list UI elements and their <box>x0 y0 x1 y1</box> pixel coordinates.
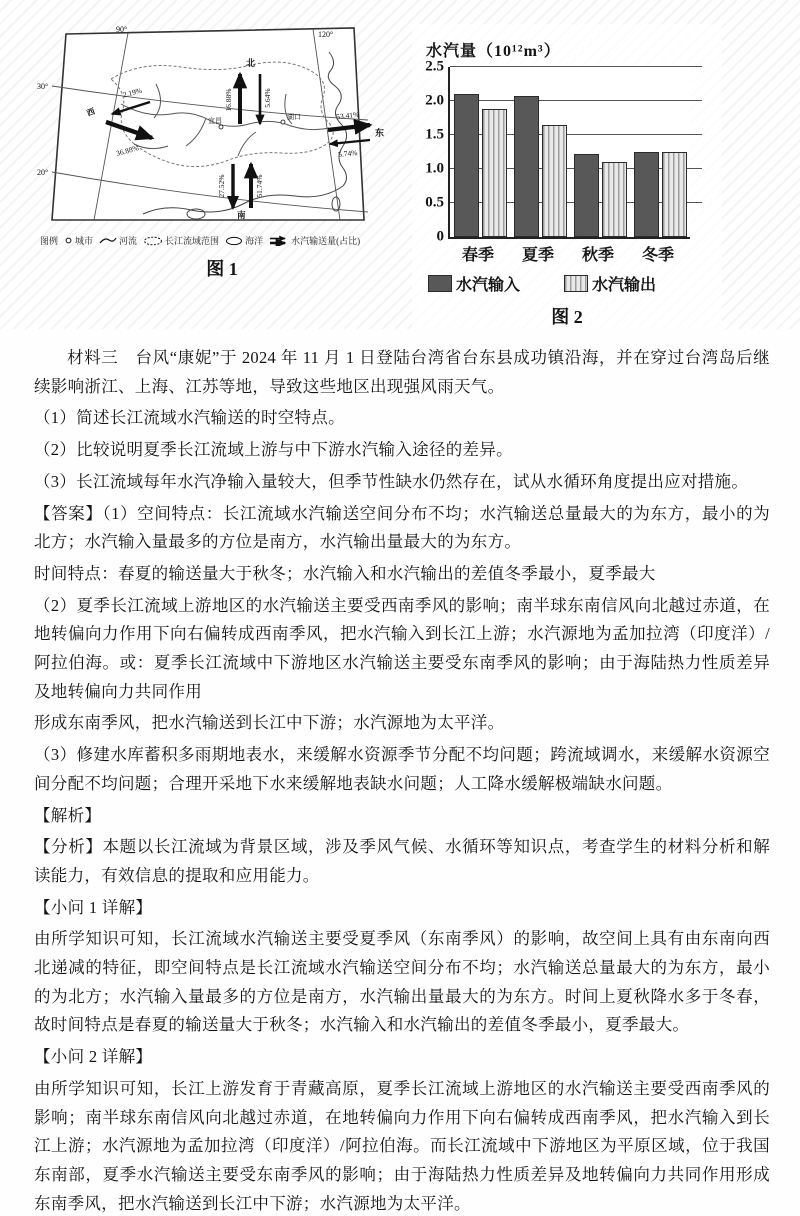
bar-group-夏季 <box>510 67 570 237</box>
bar-水汽输出-春季 <box>482 109 507 237</box>
map-figure-1 <box>36 24 408 281</box>
paragraph: 形成东南季风，把水汽输送到长江中下游；水汽源地为太平洋。 <box>34 713 505 733</box>
map-legend <box>40 234 408 247</box>
y-tick-label: 0 <box>436 228 444 245</box>
chart-title: 水汽量（10¹²m³） <box>426 43 561 60</box>
bar-水汽输入-夏季 <box>514 96 539 237</box>
x-tick-label: 秋季 <box>581 247 614 264</box>
legend-label-vapor: 水汽输送量(占比) <box>291 236 361 246</box>
ocean-icon <box>225 236 243 246</box>
city-label-hukou: 湖口 <box>287 113 301 121</box>
paragraph: 由所学知识可知，长江流域水汽输送主要受夏季风（东南季风）的影响，故空间上具有由东南向西北递减的特征，即空间特点是长江流域水汽输送空间分布不均；水汽输送总量最大的为东方，最小的为北方；水汽输入量最多的方位是南方，水汽输出量最大的为东方。时间上夏秋降水多于冬春，故时间特点是春夏的输送量大于秋冬；水汽输入和水汽输出的差值冬季最小，夏季最大。 <box>34 929 770 1035</box>
paragraph: （2）比较说明夏季长江流域上游与中下游水汽输入途径的差异。 <box>34 440 513 460</box>
paragraph: 【小问 1 详解】 <box>34 897 153 917</box>
document-body <box>0 329 800 1216</box>
paragraph: 【分析】本题以长江流域为背景区域，涉及季风气候、水循环等知识点，考查学生的材料分析和解读能力，有效信息的提取和应用能力。 <box>34 837 770 885</box>
y-tick-label: 2.0 <box>425 92 444 109</box>
paragraph: 【小问 2 详解】 <box>34 1047 153 1067</box>
city-icon <box>64 236 73 245</box>
legend-label-river: 河流 <box>119 236 138 246</box>
output-swatch <box>564 275 588 292</box>
y-tick-label: 2.5 <box>425 58 444 75</box>
chart-plot-wrap <box>412 58 722 245</box>
bar-水汽输入-冬季 <box>634 152 659 237</box>
north-in-pct: 5.64% <box>263 88 272 108</box>
bar-group-冬季 <box>630 67 690 237</box>
lat-label-30: 30° <box>37 82 49 91</box>
x-tick-label: 夏季 <box>521 247 554 264</box>
basin-outline-icon <box>143 236 163 246</box>
south-out-pct: 27.52% <box>217 174 226 198</box>
paragraph: （2）夏季长江流域上游地区的水汽输送主要受西南季风的影响；南半球东南信风向北越过赤道，在地转偏向力作用下向右偏转成西南季风，把水汽输入到长江上游；水汽源地为孟加拉湾（印度洋）/阿拉伯海。或：夏季长江流域中下游地区水汽输送主要受东南季风的影响；由于海陆热力性质差异及地转偏向力共同作用 <box>34 595 770 701</box>
bar-水汽输出-夏季 <box>542 125 567 237</box>
input-swatch <box>428 275 452 292</box>
x-tick-label: 冬季 <box>641 247 674 264</box>
y-tick-label: 1.5 <box>425 126 444 143</box>
west-in-pct: 36.88% <box>115 143 140 158</box>
legend-label-city: 城市 <box>75 236 94 246</box>
paragraph: 材料三 台风“康妮”于 2024 年 11 月 1 日登陆台湾省台东县成功镇沿海，并在穿过台湾岛后继续影响浙江、上海、江苏等地，导致这些地区出现强风雨天气。 <box>34 348 770 396</box>
yangtze-basin-map <box>36 24 408 233</box>
chart-legend-output-label: 水汽输出 <box>592 277 657 294</box>
map-svg <box>36 24 392 228</box>
east-in-pct: 5.74% <box>337 148 358 160</box>
lat-label-20: 20° <box>37 168 49 177</box>
chart-x-axis-labels <box>448 239 688 265</box>
lon-label-120: 120° <box>318 30 334 39</box>
paragraph: 【解析】 <box>34 805 102 825</box>
figure2-caption: 图 2 <box>551 307 583 327</box>
bar-水汽输出-冬季 <box>662 152 687 237</box>
bar-group-秋季 <box>570 67 630 237</box>
y-tick-label: 0.5 <box>425 194 444 211</box>
north-dir-label: 北 <box>246 58 256 68</box>
chart-y-axis <box>412 58 448 245</box>
vapor-transport-icon <box>269 235 289 246</box>
paragraph: （3）修建水库蓄积多雨期地表水，来缓解水资源季节分配不均问题；跨流域调水，来缓解水资源空间分配不均问题；合理开采地下水来缓解地表缺水问题；人工降水缓解极端缺水问题。 <box>34 745 770 793</box>
paragraph: 由所学知识可知，长江上游发育于青藏高原，夏季长江流域上游地区的水汽输送主要受西南季风的影响；南半球东南信风向北越过赤道，在地转偏向力作用下向右偏转成西南季风，把水汽输入到长江上游；水汽源地为孟加拉湾（印度洋）/阿拉伯海。而长江流域中下游地区为平原区域，位于我国东南部，夏季水汽输送主要受东南季风的影响；由于海陆热力性质差异及地转偏向力共同作用形成东南季风，把水汽输送到长江中下游；水汽源地为太平洋。 <box>34 1078 770 1213</box>
y-tick-label: 1.0 <box>425 160 444 177</box>
south-in-pct: 51.74% <box>255 174 264 198</box>
paragraph: 时间特点：春夏的输送量大于秋冬；水汽输入和水汽输出的差值冬季最小，夏季最大 <box>34 563 656 583</box>
figure-row <box>0 0 800 329</box>
bar-水汽输入-春季 <box>454 94 479 237</box>
bar-水汽输出-秋季 <box>602 162 627 237</box>
river-icon <box>99 236 117 245</box>
bar-水汽输入-秋季 <box>574 154 599 237</box>
chart-plot-area <box>448 67 690 239</box>
bar-groups <box>450 67 690 237</box>
north-out-pct: 16.88% <box>224 88 233 112</box>
lon-label-90: 90° <box>116 25 128 34</box>
chart-legend-input <box>428 272 520 295</box>
chart-legend <box>428 272 722 295</box>
city-label-yichang: 宜昌 <box>208 117 222 125</box>
paragraph: （1）简述长江流域水汽输送的时空特点。 <box>34 408 345 428</box>
map-legend-title: 图例 <box>40 236 59 246</box>
x-tick-label: 春季 <box>461 247 494 264</box>
chart-legend-output <box>564 272 656 295</box>
legend-label-basin: 长江流域范围 <box>165 236 220 246</box>
west-out-pct: 2.19% <box>121 85 143 100</box>
east-out-pct: 53.41% <box>335 109 360 122</box>
bar-group-春季 <box>450 67 510 237</box>
paragraph: 【答案】（1）空间特点：长江流域水汽输送空间分布不均；水汽输送总量最大的为东方，最小的为北方；水汽输入量最多的方位是南方，水汽输出量最大的为东方。 <box>34 503 770 552</box>
west-dir-label: 西 <box>85 106 97 118</box>
figure1-caption: 图 1 <box>206 259 238 279</box>
chart-legend-input-label: 水汽输入 <box>456 277 521 294</box>
paragraph: （3）长江流域每年水汽净输入量较大，但季节性缺水仍然存在，试从水循环角度提出应对措施。 <box>34 471 749 491</box>
east-dir-label: 东 <box>375 128 385 138</box>
legend-label-ocean: 海洋 <box>245 236 264 246</box>
chart-figure-2 <box>412 24 722 329</box>
south-dir-label: 南 <box>237 210 246 220</box>
